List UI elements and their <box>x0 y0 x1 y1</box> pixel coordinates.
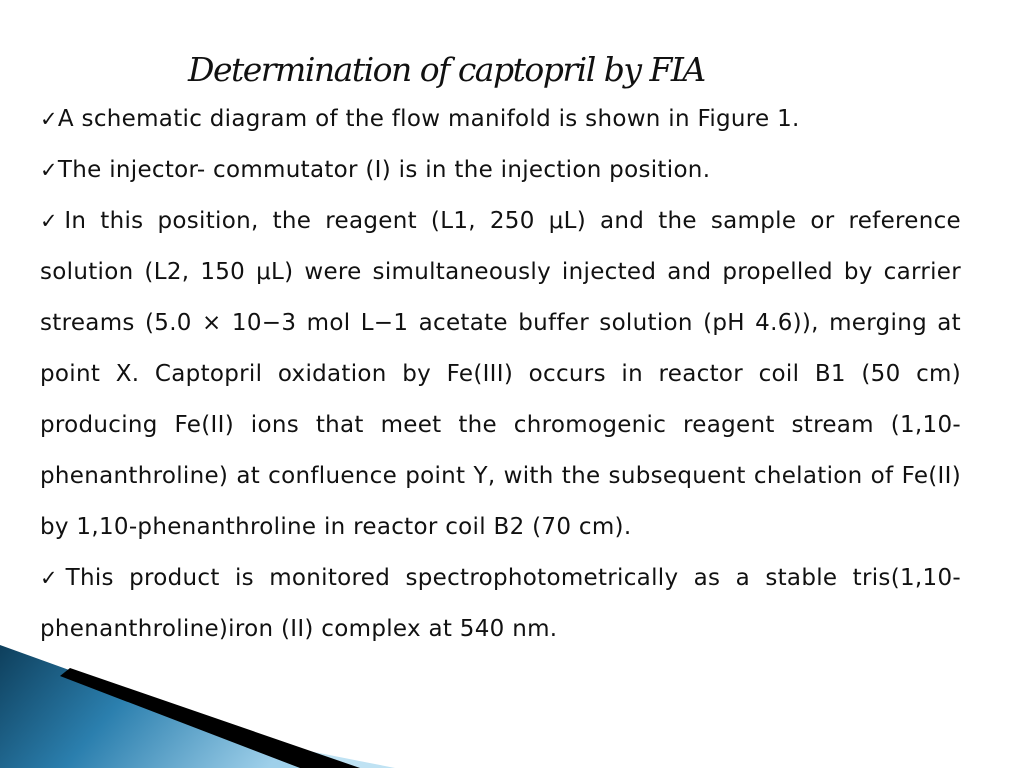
bullet-list <box>40 94 961 655</box>
checkmark-icon: ✓ <box>40 209 65 233</box>
bullet-text: In this position, the reagent (L1, 250 μL) and the sample or reference solution (L2, 150 μL) were simultaneously injected and propelled by carrier streams (5.0 × 10−3 mol L−1 acetate buffer solution (pH 4.6)), merging at point X. Captopril oxidation by Fe(III) occurs in reactor coil B1 (50 cm) producing Fe(II) ions that meet the chromogenic reagent stream (1,10-phenanthroline) at confluence point Y, with the subsequent chelation of Fe(II) by 1,10-phenanthroline in reactor coil B2 (70 cm). <box>40 208 961 540</box>
checkmark-icon: ✓ <box>40 107 58 131</box>
bullet-text: A schematic diagram of the flow manifold is shown in Figure 1. <box>57 106 800 132</box>
bullet-item-2 <box>40 145 961 196</box>
bullet-item-3 <box>40 196 961 553</box>
bullet-item-4 <box>40 553 961 655</box>
checkmark-icon: ✓ <box>40 566 66 590</box>
slide-title: Determination of captopril by FIA <box>188 50 705 89</box>
bullet-text: This product is monitored spectrophotometrically as a stable tris(1,10-phenanthroline)iron (II) complex at 540 nm. <box>40 565 961 642</box>
bullet-item-1 <box>40 94 961 145</box>
bullet-text: The injector- commutator (I) is in the injection position. <box>57 157 711 183</box>
checkmark-icon: ✓ <box>40 158 58 182</box>
